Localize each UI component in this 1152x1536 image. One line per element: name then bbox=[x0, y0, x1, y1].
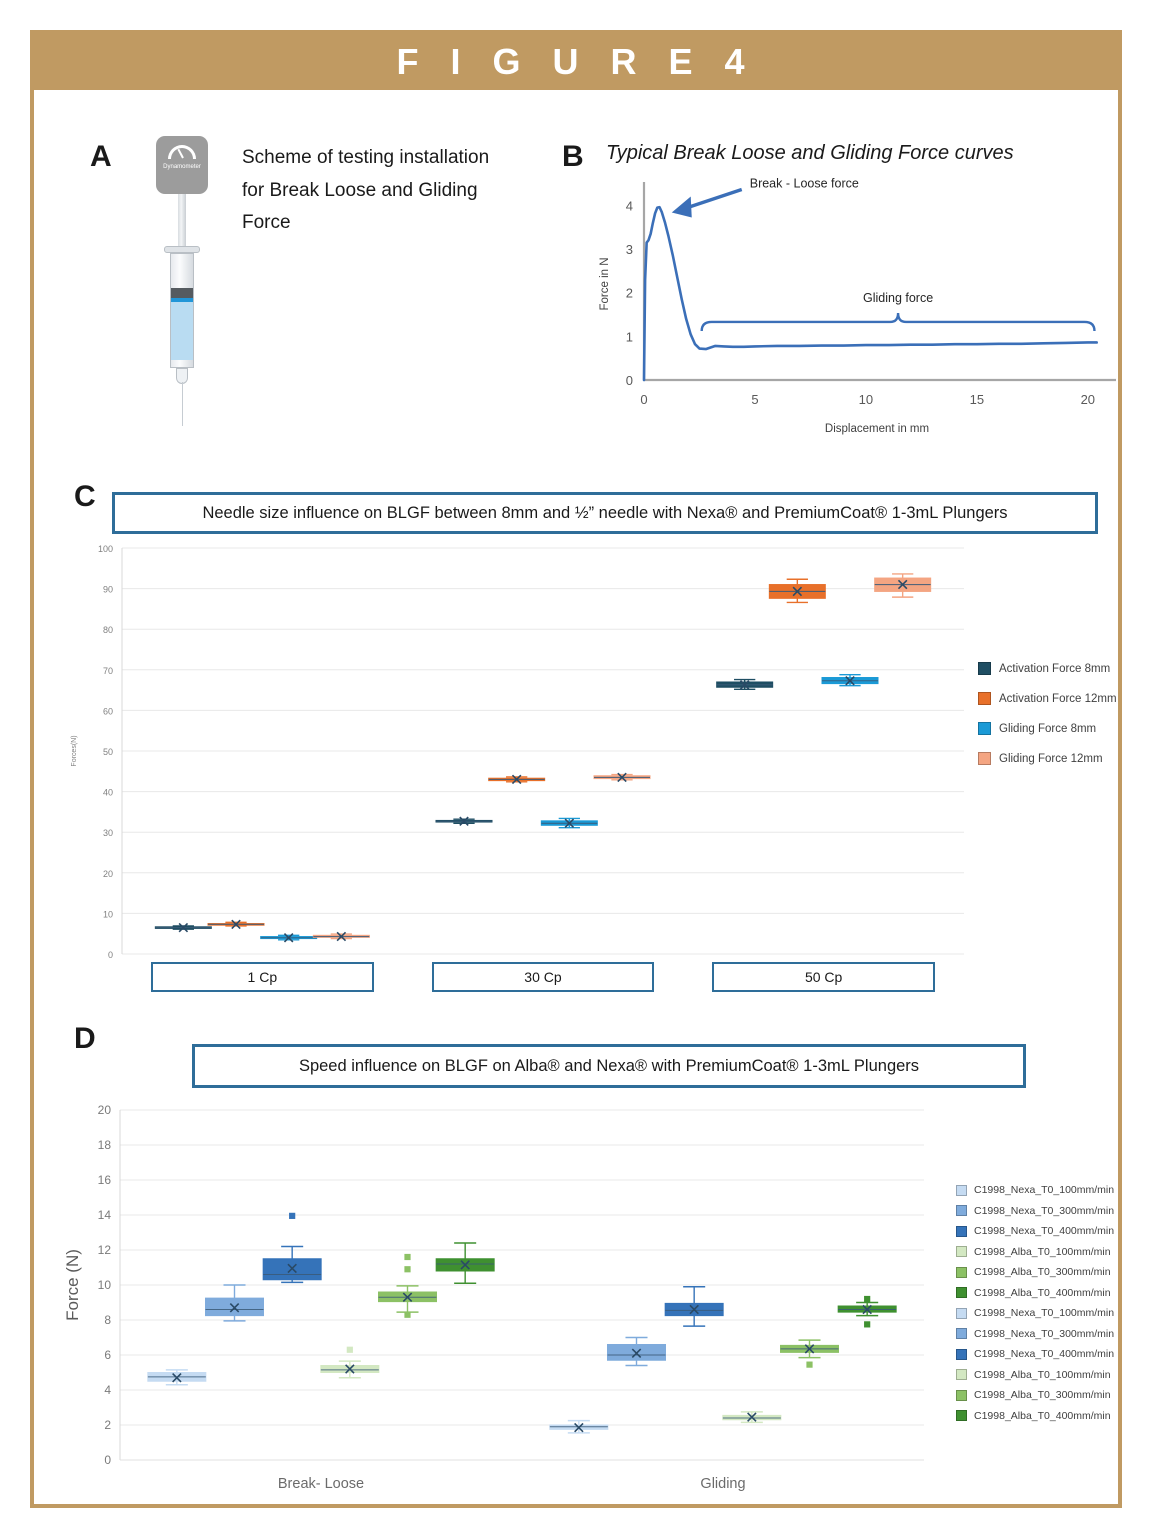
legend-color-swatch bbox=[956, 1287, 967, 1298]
panel-d-legend-item bbox=[956, 1369, 1146, 1381]
panel-c-legend bbox=[978, 662, 1148, 782]
panel-b-ytick: 1 bbox=[625, 329, 633, 345]
panel-a bbox=[60, 114, 530, 444]
outlier-point bbox=[865, 1296, 870, 1301]
panel-d-legend bbox=[956, 1184, 1146, 1430]
panel-c-title-box bbox=[112, 492, 1098, 534]
break-loose-arrow-line bbox=[685, 189, 742, 208]
panel-c-letter: C bbox=[74, 480, 96, 513]
outlier-point bbox=[807, 1362, 812, 1367]
x-category-label: Gliding bbox=[700, 1476, 746, 1492]
gliding-force-annotation: Gliding force bbox=[862, 290, 934, 305]
panel-d-title-box bbox=[192, 1044, 1026, 1088]
dynamometer-icon bbox=[156, 136, 208, 194]
y-tick-label: 20 bbox=[102, 868, 113, 879]
legend-item-label: C1998_Alba_T0_300mm/min bbox=[974, 1266, 1111, 1278]
x-category-label: Break- Loose bbox=[277, 1476, 365, 1492]
panel-c-group-label-row bbox=[64, 962, 974, 994]
y-tick-label: 16 bbox=[97, 1173, 111, 1187]
legend-color-swatch bbox=[956, 1246, 967, 1257]
y-tick-label: 0 bbox=[107, 950, 113, 960]
panel-b-ytick: 0 bbox=[625, 373, 633, 388]
legend-color-swatch bbox=[978, 662, 991, 675]
figure-header-title: F I G U R E 4 bbox=[396, 41, 756, 82]
y-tick-label: 2 bbox=[104, 1418, 111, 1432]
legend-item-label: Activation Force 8mm bbox=[999, 662, 1111, 675]
legend-item-label: C1998_Alba_T0_100mm/min bbox=[974, 1368, 1111, 1381]
panel-c-group-label: 1 Cp bbox=[151, 962, 374, 992]
panel-b-x-axis-label: Displacement in mm bbox=[824, 423, 930, 435]
panel-c-group-label: 30 Cp bbox=[432, 962, 655, 992]
speed-influence-boxplot-chart bbox=[62, 1100, 942, 1500]
y-tick-label: 90 bbox=[102, 584, 113, 595]
panel-b-xtick: 20 bbox=[1080, 392, 1096, 407]
y-tick-label: 10 bbox=[102, 909, 113, 920]
y-tick-label: 20 bbox=[97, 1103, 111, 1117]
panel-b-letter: B bbox=[562, 140, 584, 173]
panel-b-y-axis-label: Force in N bbox=[599, 257, 611, 311]
panel-c-group-label: 50 Cp bbox=[712, 962, 935, 992]
legend-item-label: C1998_Alba_T0_100mm/min bbox=[974, 1245, 1111, 1258]
needle-size-boxplot-chart bbox=[64, 536, 974, 986]
panel-d-legend-item bbox=[956, 1246, 1146, 1258]
panel-d-legend-item bbox=[956, 1410, 1146, 1422]
legend-color-swatch bbox=[978, 722, 991, 735]
y-tick-label: 0 bbox=[104, 1453, 111, 1467]
panel-d-letter: D bbox=[74, 1022, 96, 1055]
y-tick-label: 70 bbox=[102, 665, 113, 676]
panel-b-xtick: 0 bbox=[640, 392, 648, 407]
panel-c-legend-item bbox=[978, 692, 1148, 705]
y-tick-label: 4 bbox=[104, 1383, 111, 1397]
panel-d-legend-item bbox=[956, 1287, 1146, 1299]
panel-d-legend-item bbox=[956, 1205, 1146, 1217]
legend-color-swatch bbox=[956, 1205, 967, 1216]
y-tick-label: 50 bbox=[102, 747, 113, 757]
legend-item-label: C1998_Nexa_T0_300mm/min bbox=[974, 1204, 1115, 1217]
legend-item-label: Gliding Force 8mm bbox=[999, 722, 1097, 735]
legend-color-swatch bbox=[956, 1185, 967, 1196]
y-tick-label: 18 bbox=[97, 1138, 111, 1152]
legend-item-label: C1998_Nexa_T0_100mm/min bbox=[974, 1307, 1115, 1319]
panel-d bbox=[44, 1014, 1124, 1509]
legend-color-swatch bbox=[978, 692, 991, 705]
legend-item-label: C1998_Nexa_T0_400mm/min bbox=[974, 1348, 1115, 1360]
figure-header bbox=[34, 34, 1118, 90]
syringe-liquid bbox=[171, 302, 193, 360]
legend-color-swatch bbox=[956, 1410, 967, 1421]
legend-item-label: Gliding Force 12mm bbox=[999, 752, 1103, 765]
legend-item-label: C1998_Alba_T0_400mm/min bbox=[974, 1286, 1111, 1299]
y-tick-label: 12 bbox=[97, 1243, 111, 1257]
syringe-stopper bbox=[171, 288, 193, 298]
y-tick-label: 100 bbox=[97, 544, 113, 554]
legend-color-swatch bbox=[956, 1308, 967, 1319]
syringe-flange bbox=[164, 246, 200, 253]
legend-item-label: C1998_Nexa_T0_300mm/min bbox=[974, 1327, 1115, 1340]
break-loose-annotation: Break - Loose force bbox=[749, 176, 859, 191]
panel-d-legend-item bbox=[956, 1184, 1146, 1196]
gliding-force-brace bbox=[702, 313, 1095, 331]
legend-color-swatch bbox=[956, 1226, 967, 1237]
panel-c-legend-item bbox=[978, 722, 1148, 735]
panel-c-title: Needle size influence on BLGF between 8mm and ½” needle with Nexa® and PremiumCoat® 1-3mL Plungers bbox=[202, 503, 1008, 522]
figure-frame bbox=[30, 30, 1122, 1508]
panel-d-legend-item bbox=[956, 1348, 1146, 1360]
panel-d-legend-item bbox=[956, 1225, 1146, 1237]
outlier-point bbox=[347, 1347, 352, 1352]
legend-color-swatch bbox=[956, 1369, 967, 1380]
y-tick-label: 6 bbox=[104, 1348, 111, 1362]
panel-d-legend-item bbox=[956, 1307, 1146, 1319]
panel-b-xtick: 5 bbox=[751, 392, 759, 407]
syringe-needle bbox=[182, 382, 184, 426]
legend-color-swatch bbox=[956, 1267, 967, 1278]
panel-d-y-axis-label: Force (N) bbox=[63, 1249, 82, 1321]
legend-color-swatch bbox=[978, 752, 991, 765]
panel-c bbox=[44, 454, 1124, 1014]
y-tick-label: 40 bbox=[102, 787, 113, 798]
legend-color-swatch bbox=[956, 1349, 967, 1360]
break-loose-arrow-head-icon bbox=[672, 196, 692, 217]
panel-a-caption: Scheme of testing installation for Break Loose and Gliding Force bbox=[242, 147, 490, 234]
panel-a-letter: A bbox=[90, 140, 112, 173]
outlier-point bbox=[405, 1254, 410, 1259]
outlier-point bbox=[290, 1213, 295, 1218]
legend-color-swatch bbox=[956, 1328, 967, 1339]
legend-item-label: C1998_Nexa_T0_400mm/min bbox=[974, 1225, 1115, 1237]
panel-b-xtick: 15 bbox=[969, 392, 985, 407]
break-loose-curve-chart bbox=[592, 170, 1122, 440]
legend-item-label: C1998_Alba_T0_300mm/min bbox=[974, 1389, 1111, 1401]
outlier-point bbox=[865, 1322, 870, 1327]
y-tick-label: 8 bbox=[104, 1313, 111, 1327]
panel-d-title: Speed influence on BLGF on Alba® and Nexa® with PremiumCoat® 1-3mL Plungers bbox=[298, 1056, 920, 1075]
y-tick-label: 80 bbox=[102, 625, 113, 636]
panel-b-ytick: 4 bbox=[625, 198, 633, 214]
panel-b-xtick: 10 bbox=[858, 392, 874, 407]
y-tick-label: 14 bbox=[97, 1208, 111, 1222]
panel-b-ytick: 3 bbox=[625, 242, 633, 258]
legend-item-label: Activation Force 12mm bbox=[999, 692, 1117, 705]
panel-b-title: Typical Break Loose and Gliding Force curves bbox=[606, 142, 1014, 164]
outlier-point bbox=[405, 1267, 410, 1272]
panel-c-legend-item bbox=[978, 662, 1148, 675]
outlier-point bbox=[405, 1312, 410, 1317]
legend-item-label: C1998_Alba_T0_400mm/min bbox=[974, 1409, 1111, 1422]
panel-b-ytick: 2 bbox=[625, 285, 633, 301]
legend-item-label: C1998_Nexa_T0_100mm/min bbox=[974, 1184, 1115, 1196]
y-tick-label: 10 bbox=[97, 1278, 111, 1292]
panel-b bbox=[544, 114, 1124, 454]
panel-d-legend-item bbox=[956, 1389, 1146, 1401]
dynamometer-label: Dynamometer bbox=[163, 164, 201, 170]
panel-d-legend-item bbox=[956, 1266, 1146, 1278]
panel-d-legend-item bbox=[956, 1328, 1146, 1340]
legend-color-swatch bbox=[956, 1390, 967, 1401]
panel-c-y-axis-label: Forces(N) bbox=[71, 735, 78, 767]
panel-c-legend-item bbox=[978, 752, 1148, 765]
y-tick-label: 60 bbox=[102, 706, 113, 717]
plunger-rod bbox=[178, 194, 186, 246]
y-tick-label: 30 bbox=[102, 828, 113, 839]
syringe-diagram bbox=[148, 136, 218, 426]
